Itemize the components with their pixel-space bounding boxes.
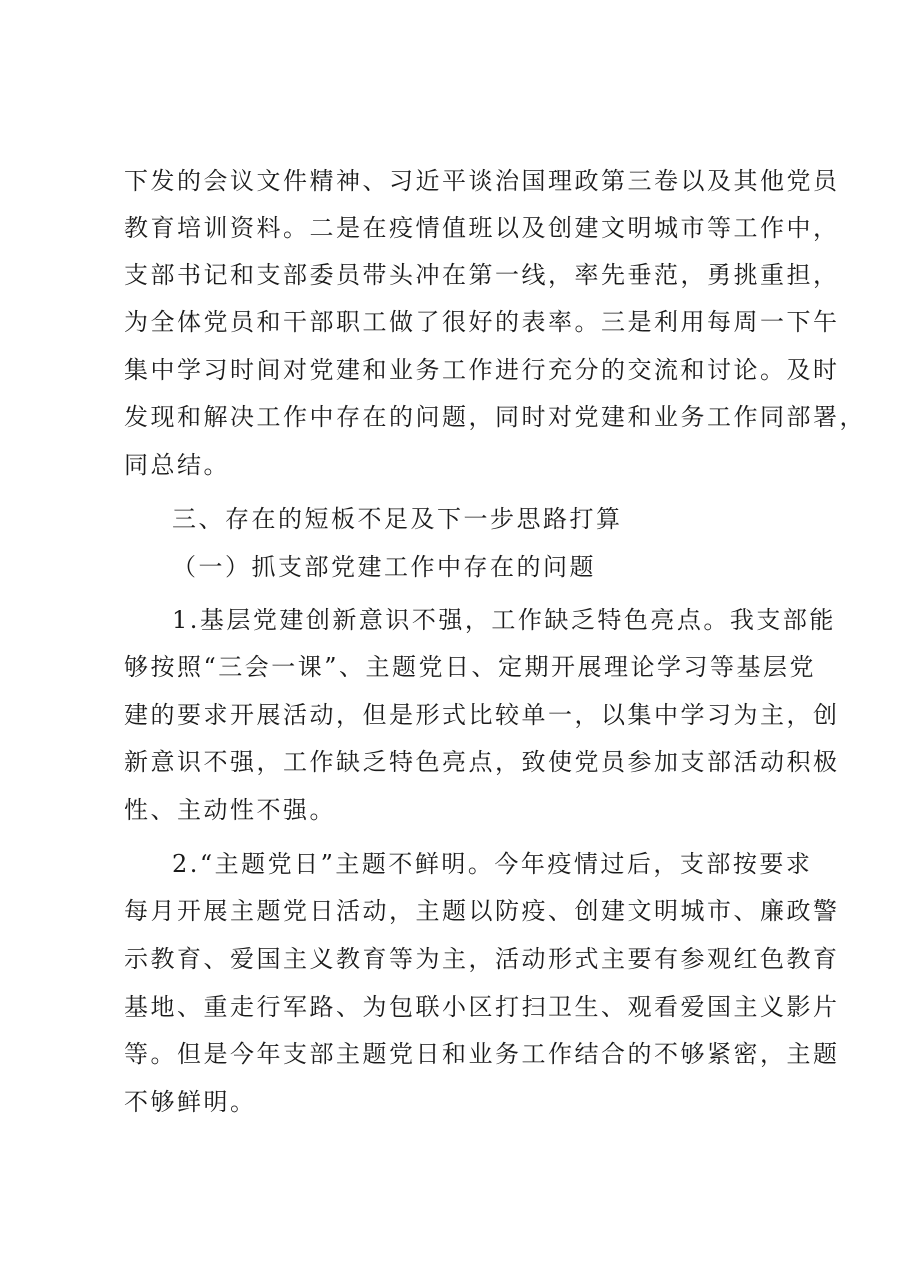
text-line: 同总结。 (124, 451, 230, 479)
text-line: 等。但是今年支部主题党日和业务工作结合的不够紧密，主题 (124, 1040, 840, 1068)
text-line: 够按照“三会一课”、主题党日、定期开展理论学习等基层党 (124, 653, 817, 681)
text-line: 教育培训资料。二是在疫情值班以及创建文明城市等工作中， (124, 214, 840, 242)
text-line: 性、主动性不强。 (124, 796, 336, 824)
text-line: 下发的会议文件精神、习近平谈治国理政第三卷以及其他党员 (124, 167, 840, 195)
text-line: 基地、重走行军路、为包联小区打扫卫生、观看爱国主义影片 (124, 993, 840, 1021)
text-line: 1.基层党建创新意识不强，工作缺乏特色亮点。我支部能 (172, 606, 836, 634)
section-heading: 三、存在的短板不足及下一步思路打算 (172, 505, 623, 533)
text-line: 发现和解决工作中存在的问题，同时对党建和业务工作同部署， (124, 403, 866, 431)
text-line: 为全体党员和干部职工做了很好的表率。三是利用每周一下午 (124, 308, 840, 336)
text-line: 建的要求开展活动，但是形式比较单一，以集中学习为主，创 (124, 701, 840, 729)
text-line: 新意识不强，工作缺乏特色亮点，致使党员参加支部活动积极 (124, 748, 840, 776)
text-line: 示教育、爱国主义教育等为主，活动形式主要有参观红色教育 (124, 945, 840, 973)
text-line: 2.“主题党日”主题不鲜明。今年疫情过后，支部按要求 (172, 850, 813, 878)
text-line: 不够鲜明。 (124, 1088, 257, 1116)
text-line: 支部书记和支部委员带头冲在第一线，率先垂范，勇挑重担， (124, 261, 840, 289)
text-line: 集中学习时间对党建和业务工作进行充分的交流和讨论。及时 (124, 356, 840, 384)
subsection-heading: （一）抓支部党建工作中存在的问题 (172, 553, 596, 581)
text-line: 每月开展主题党日活动，主题以防疫、创建文明城市、廉政警 (124, 897, 840, 925)
